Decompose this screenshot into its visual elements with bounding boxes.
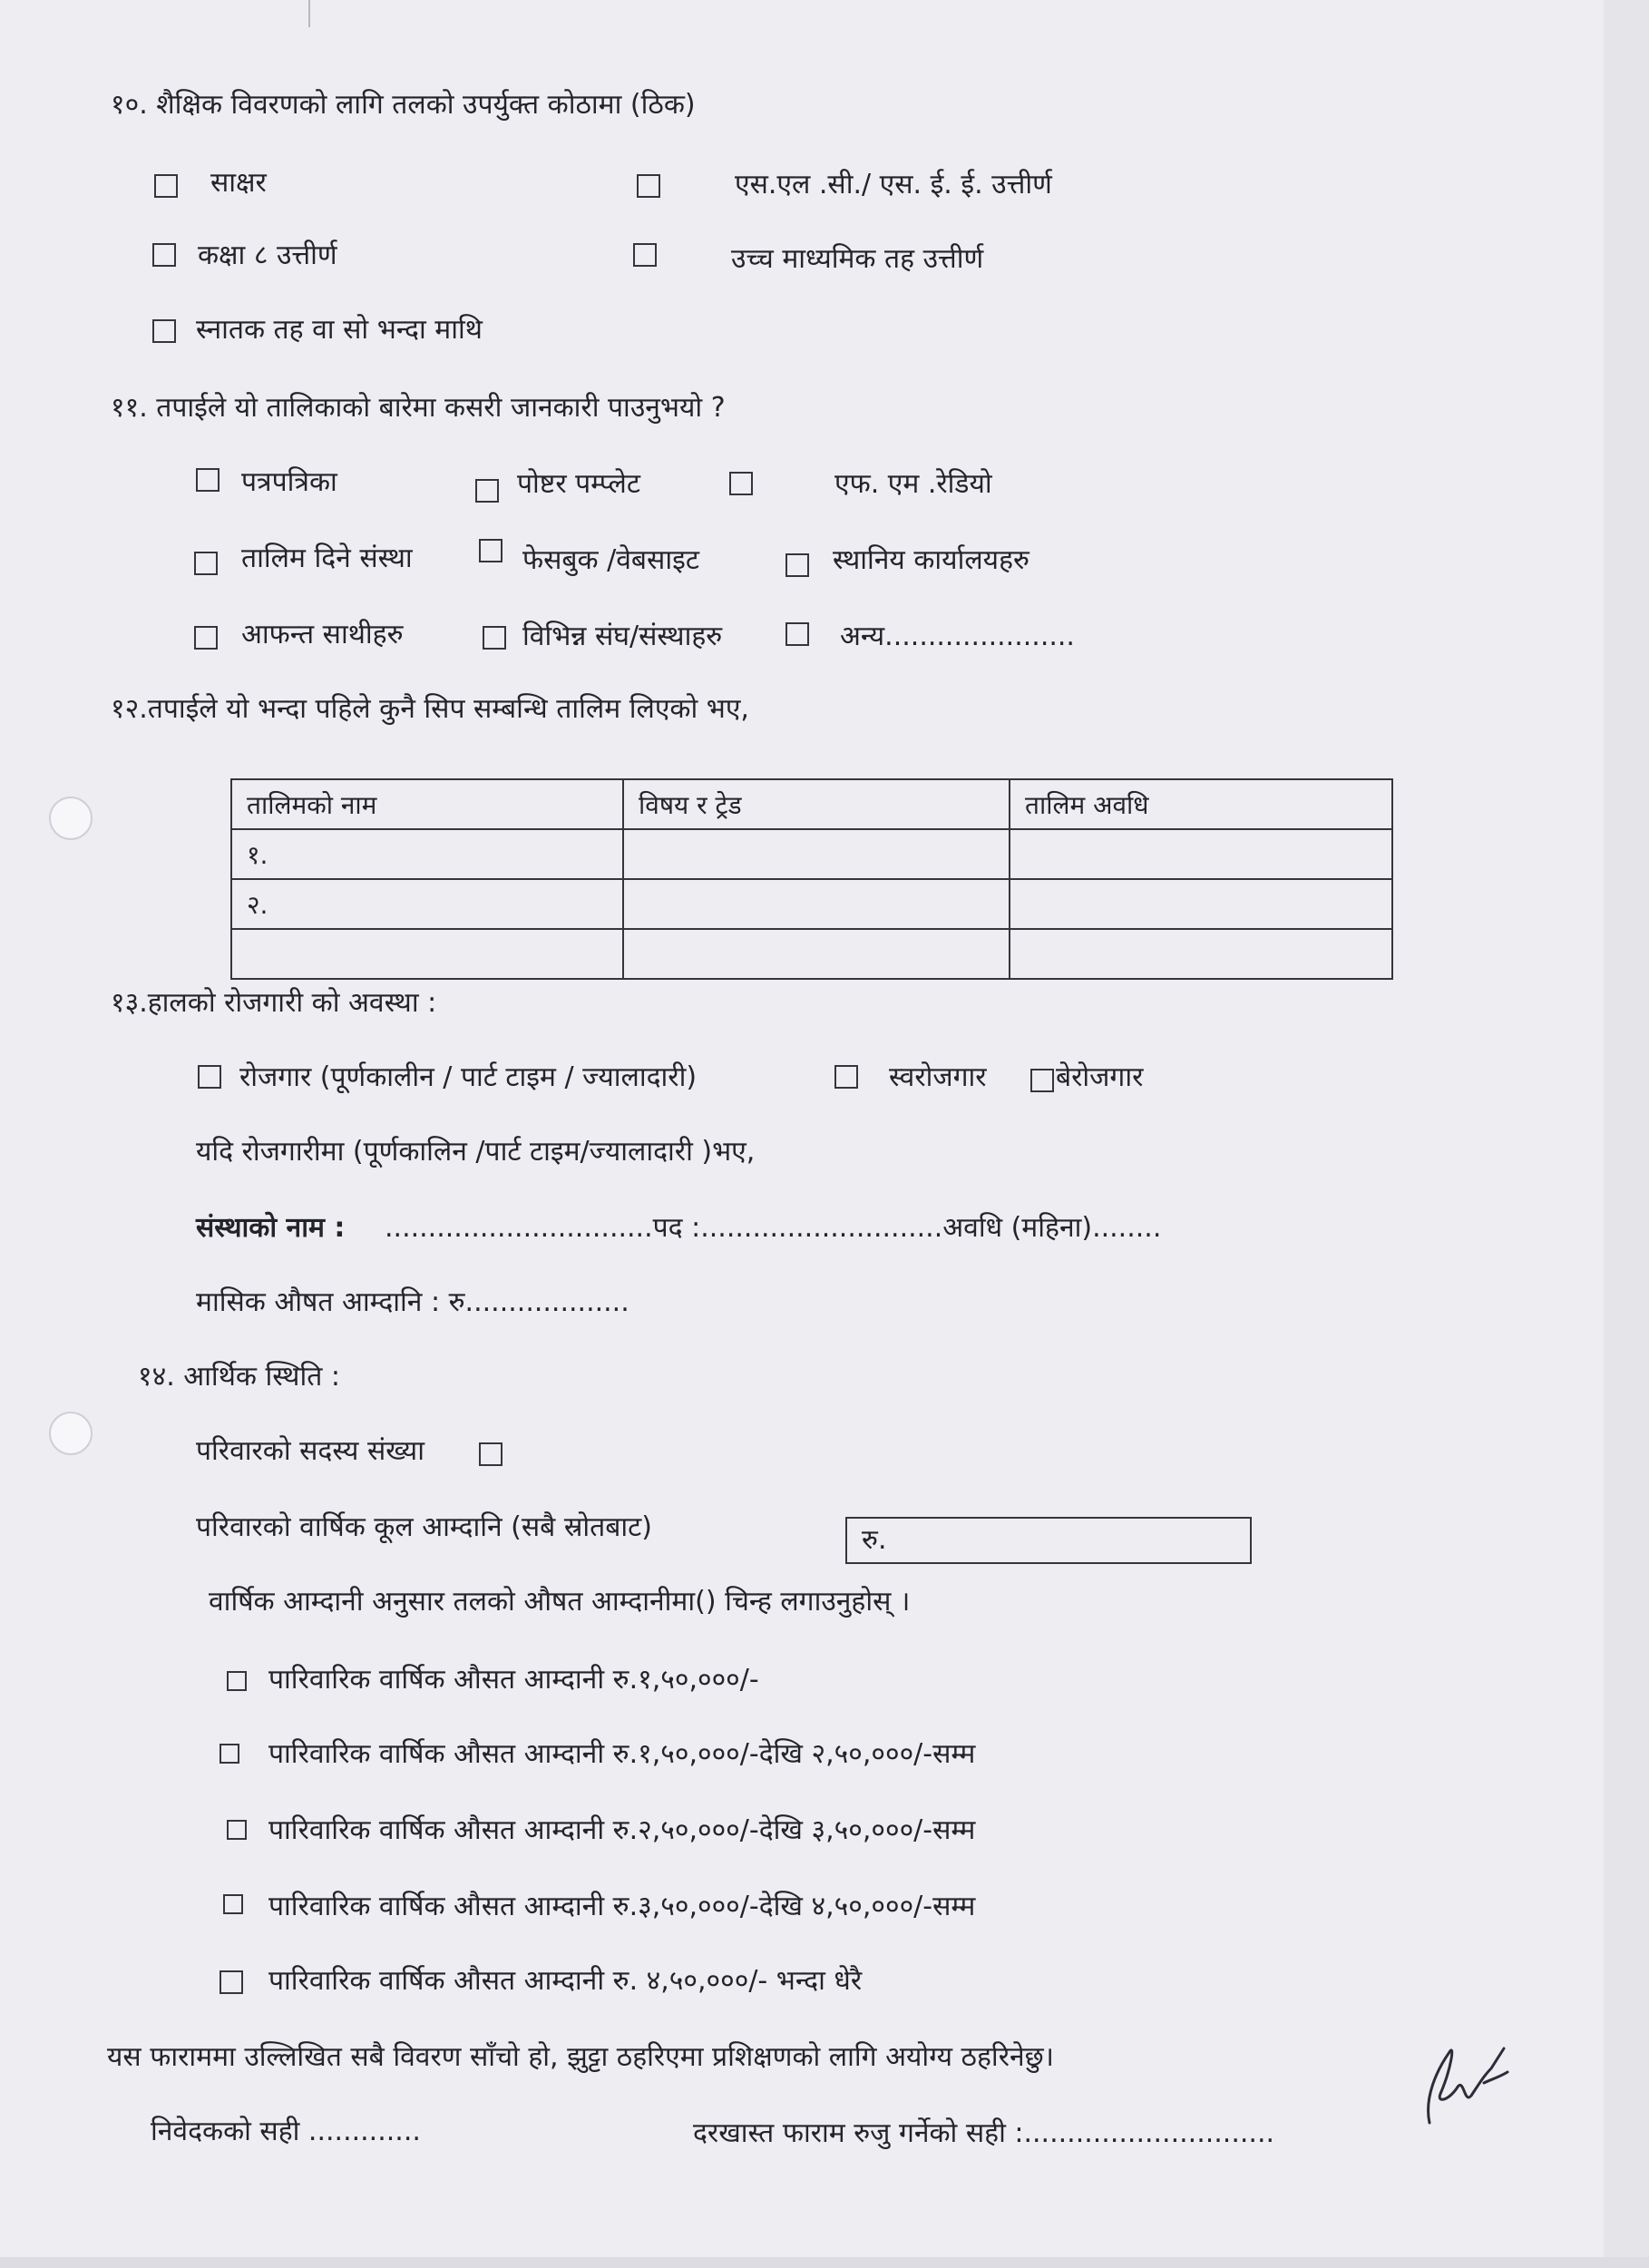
table-header-row — [231, 779, 1392, 829]
checkbox-slc-see[interactable] — [637, 174, 660, 198]
checkbox-bachelor[interactable] — [152, 319, 176, 343]
q14-family-members-label: परिवारको सदस्य संख्या — [196, 1435, 424, 1467]
checkbox-fm-radio[interactable] — [729, 472, 753, 495]
table-row — [231, 829, 1392, 879]
checkbox-local-offices[interactable] — [785, 553, 809, 577]
q13-option-unemployed: बेरोजगार — [1056, 1061, 1144, 1093]
checkbox-class8[interactable] — [152, 243, 176, 267]
table-cell[interactable]: १. — [231, 829, 623, 879]
table-row — [231, 929, 1392, 979]
paper-fold-mark — [308, 0, 310, 27]
applicant-signature[interactable]: निवेदकको सही ............. — [151, 2116, 421, 2147]
q11-option-training-institute: तालिम दिने संस्था — [241, 543, 413, 574]
checkbox-income-2[interactable] — [220, 1744, 239, 1764]
annual-income-field[interactable] — [845, 1517, 1252, 1564]
q10-option-higher-secondary: उच्च माध्यमिक तह उत्तीर्ण — [731, 243, 984, 275]
q10-option-bachelor: स्नातक तह वा सो भन्दा माथि — [196, 314, 483, 346]
checkbox-poster[interactable] — [475, 479, 499, 503]
q11-option-organizations: विभिन्न संघ/संस्थाहरु — [522, 621, 723, 652]
q10-title: १०. शैक्षिक विवरणको लागि तलको उपर्युक्त कोठामा (ठिक) — [111, 89, 696, 121]
training-table — [230, 778, 1393, 980]
q11-title: ११. तपाईले यो तालिकाको बारेमा कसरी जानकारी पाउनुभयो ? — [111, 392, 726, 424]
q11-option-poster: पोष्टर पम्प्लेट — [517, 468, 640, 500]
checkbox-newspaper[interactable] — [196, 468, 220, 492]
checkbox-employed[interactable] — [198, 1065, 221, 1089]
checkbox-income-4[interactable] — [223, 1894, 243, 1914]
header-training-name: तालिमको नाम — [231, 779, 623, 829]
q12-title: १२.तपाईले यो भन्दा पहिले कुनै सिप सम्बन्धि तालिम लिएको भए, — [111, 693, 749, 725]
table-cell[interactable] — [1010, 879, 1392, 929]
verifier-signature[interactable]: दरखास्त फाराम रुजु गर्नेको सही :............................. — [693, 2117, 1275, 2149]
punch-hole-icon — [49, 797, 93, 840]
q13-option-self-employed: स्वरोजगार — [889, 1061, 987, 1093]
income-option-2: पारिवारिक वार्षिक औसत आम्दानी रु.१,५०,०००/-देखि २,५०,०००/-सम्म — [268, 1738, 976, 1770]
q10-option-slc-see: एस.एल .सी./ एस. ई. ई. उत्तीर्ण — [735, 169, 1052, 200]
q13-title: १३.हालको रोजगारी को अवस्था : — [111, 987, 437, 1019]
punch-hole-icon — [49, 1412, 93, 1455]
q11-option-facebook-website: फेसबुक /वेबसाइट — [522, 544, 699, 576]
table-cell[interactable] — [623, 829, 1010, 879]
q11-option-other: अन्य...................... — [840, 621, 1075, 652]
rs-label: रु. — [862, 1524, 887, 1556]
q11-option-fm-radio: एफ. एम .रेडियो — [834, 468, 992, 500]
q14-instruction: वार्षिक आम्दानी अनुसार तलको औषत आम्दानीमा() चिन्ह लगाउनुहोस् । — [209, 1586, 911, 1618]
income-option-5: पारिवारिक वार्षिक औसत आम्दानी रु. ४,५०,०००/- भन्दा धेरै — [268, 1965, 863, 1997]
checkbox-income-3[interactable] — [227, 1820, 247, 1840]
table-cell[interactable] — [231, 929, 623, 979]
q13-monthly-income[interactable]: मासिक औषत आम्दानि : रु................... — [196, 1286, 629, 1318]
checkbox-income-1[interactable] — [227, 1671, 247, 1691]
q14-annual-income-label: परिवारको वार्षिक कूल आम्दानि (सबै स्रोतबाट) — [196, 1511, 652, 1543]
table-cell[interactable] — [1010, 929, 1392, 979]
checkbox-organizations[interactable] — [483, 626, 506, 650]
header-training-duration: तालिम अवधि — [1010, 779, 1392, 829]
checkbox-unemployed[interactable] — [1030, 1069, 1054, 1092]
header-subject-trade: विषय र ट्रेड — [623, 779, 1010, 829]
q13-org-fill-line[interactable]: ...............................पद :............................अवधि (महिना)........ — [385, 1212, 1162, 1244]
table-row — [231, 879, 1392, 929]
q14-title: १४. आर्थिक स्थिति : — [138, 1361, 340, 1393]
q10-option-literate: साक्षर — [210, 167, 267, 199]
q11-option-newspaper: पत्रपत्रिका — [241, 466, 337, 498]
table-cell[interactable]: २. — [231, 879, 623, 929]
checkbox-relatives-friends[interactable] — [194, 626, 218, 650]
table-cell[interactable] — [623, 929, 1010, 979]
checkbox-literate[interactable] — [154, 174, 178, 198]
q11-option-local-offices: स्थानिय कार्यालयहरु — [833, 544, 1029, 576]
checkbox-other[interactable] — [785, 622, 809, 646]
income-option-3: पारिवारिक वार्षिक औसत आम्दानी रु.२,५०,०००/-देखि ३,५०,०००/-सम्म — [268, 1814, 976, 1846]
q10-option-class8: कक्षा ८ उत्तीर्ण — [198, 240, 337, 271]
checkbox-higher-secondary[interactable] — [633, 243, 657, 267]
q13-org-label: संस्थाको नाम : — [196, 1212, 346, 1244]
page-edge-shadow — [1604, 0, 1649, 2268]
checkbox-training-institute[interactable] — [194, 552, 218, 575]
income-option-4: पारिवारिक वार्षिक औसत आम्दानी रु.३,५०,०००/-देखि ४,५०,०००/-सम्म — [268, 1891, 976, 1922]
q13-option-employed: रोजगार (पूर्णकालीन / पार्ट टाइम / ज्यालादारी) — [239, 1061, 698, 1093]
income-option-1: पारिवारिक वार्षिक औसत आम्दानी रु.१,५०,०००/- — [268, 1664, 759, 1696]
table-cell[interactable] — [623, 879, 1010, 929]
table-cell[interactable] — [1010, 829, 1392, 879]
page-bottom-edge — [0, 2257, 1649, 2268]
q13-if-employed: यदि रोजगारीमा (पूर्णकालिन /पार्ट टाइम/ज्यालादारी )भए, — [196, 1136, 756, 1168]
checkbox-income-5[interactable] — [220, 1970, 243, 1994]
checkbox-facebook-website[interactable] — [479, 539, 503, 562]
checkbox-self-employed[interactable] — [834, 1065, 858, 1089]
declaration-text: यस फाराममा उल्लिखित सबै विवरण साँचो हो, झुट्टा ठहरिएमा प्रशिक्षणको लागि अयोग्य ठहरिनेछु। — [107, 2041, 1055, 2073]
q11-option-relatives-friends: आफन्त साथीहरु — [241, 619, 404, 650]
handwritten-signature-icon — [1397, 2016, 1524, 2137]
family-members-box[interactable] — [479, 1442, 503, 1466]
